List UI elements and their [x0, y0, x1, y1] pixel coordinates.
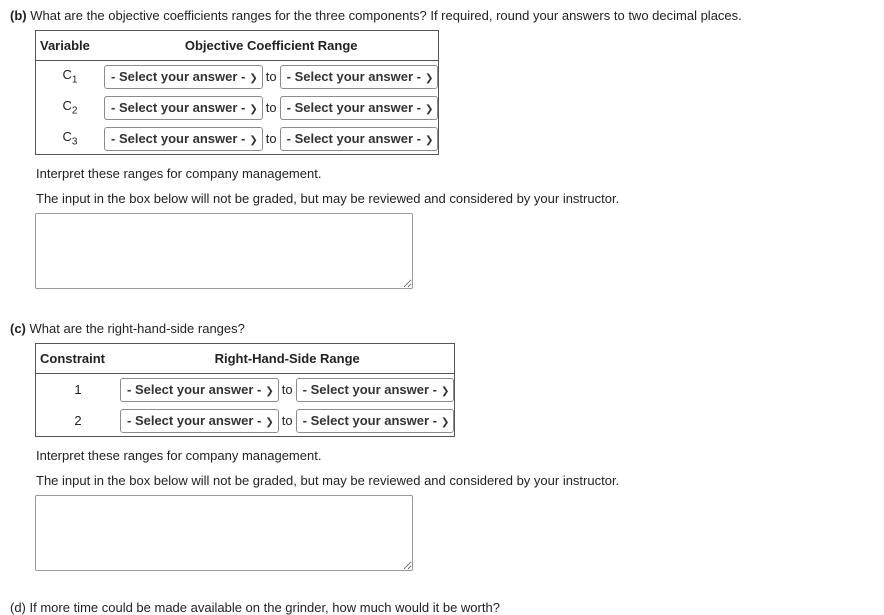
constraint-2: 2: [74, 413, 82, 428]
table-row: [36, 92, 439, 123]
c3-high-select[interactable]: - Select your answer - ❯: [280, 127, 439, 151]
interpretation-c-input[interactable]: [35, 495, 413, 571]
note-c: The input in the box below will not be graded, but may be reviewed and considered by your instructor.: [36, 473, 620, 488]
question-b: [10, 8, 742, 23]
rhs-range-table: [35, 343, 455, 437]
constraint2-high-select[interactable]: - Select your answer - ❯: [296, 409, 455, 433]
chevron-down-icon: ❯: [249, 134, 258, 146]
c2-low-select[interactable]: - Select your answer - ❯: [104, 96, 263, 120]
question-b-label: (b): [10, 8, 27, 23]
col-variable: Variable: [36, 31, 105, 61]
chevron-down-icon: ❯: [249, 72, 258, 84]
c3-low-select[interactable]: - Select your answer - ❯: [104, 127, 263, 151]
objective-range-table: [35, 30, 439, 155]
to-label: to: [281, 382, 293, 397]
interpret-b: Interpret these ranges for company management.: [36, 166, 322, 181]
variable-c2: $C_2$: [62, 98, 78, 117]
chevron-down-icon: ❯: [441, 385, 450, 397]
to-label: to: [265, 131, 277, 146]
chevron-down-icon: ❯: [425, 72, 434, 84]
question-c-text: What are the right-hand-side ranges?: [29, 321, 245, 336]
chevron-down-icon: ❯: [425, 134, 434, 146]
question-d-partial: (d) If more time could be made available on the grinder, how much would it be worth?: [10, 600, 500, 615]
c1-high-select[interactable]: - Select your answer - ❯: [280, 65, 439, 89]
chevron-down-icon: ❯: [265, 416, 274, 428]
constraint2-low-select[interactable]: - Select your answer - ❯: [120, 409, 279, 433]
variable-c1: $C_1$: [62, 67, 78, 86]
to-label: to: [265, 100, 277, 115]
to-label: to: [281, 413, 293, 428]
col-rhs-range: Right-Hand-Side Range: [120, 344, 455, 374]
question-b-text: What are the objective coefficients ranges for the three components? If required, round your answers to two decimal places.: [30, 8, 742, 23]
constraint1-low-select[interactable]: - Select your answer - ❯: [120, 378, 279, 402]
question-c: [10, 321, 245, 336]
c1-low-select[interactable]: - Select your answer - ❯: [104, 65, 263, 89]
variable-c3: $C_3$: [62, 129, 78, 148]
table-row: [36, 61, 439, 93]
constraint1-high-select[interactable]: - Select your answer - ❯: [296, 378, 455, 402]
table-row: [36, 123, 439, 155]
table-row: [36, 374, 455, 406]
chevron-down-icon: ❯: [425, 103, 434, 115]
chevron-down-icon: ❯: [441, 416, 450, 428]
question-c-label: (c): [10, 321, 26, 336]
to-label: to: [265, 69, 277, 84]
col-constraint: Constraint: [36, 344, 121, 374]
constraint-1: 1: [74, 382, 82, 397]
col-objective-range: Objective Coefficient Range: [104, 31, 439, 61]
interpretation-b-input[interactable]: [35, 213, 413, 289]
interpret-c: Interpret these ranges for company management.: [36, 448, 322, 463]
chevron-down-icon: ❯: [265, 385, 274, 397]
c2-high-select[interactable]: - Select your answer - ❯: [280, 96, 439, 120]
note-b: The input in the box below will not be graded, but may be reviewed and considered by your instructor.: [36, 191, 620, 206]
table-row: [36, 405, 455, 437]
chevron-down-icon: ❯: [249, 103, 258, 115]
